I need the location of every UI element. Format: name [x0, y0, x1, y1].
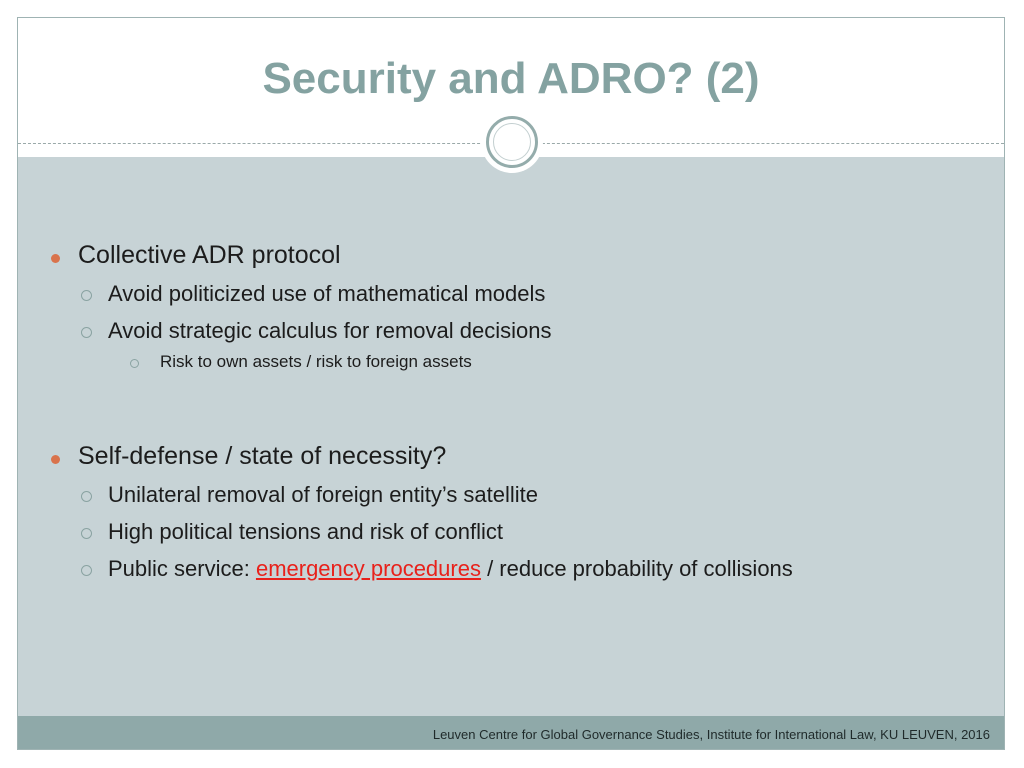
item-prefix: Public service:	[108, 556, 256, 581]
hollow-bullet-icon	[81, 491, 92, 502]
hollow-bullet-icon	[81, 327, 92, 338]
list-subitem: Risk to own assets / risk to foreign assets	[160, 352, 472, 371]
list-item: Unilateral removal of foreign entity’s satellite	[108, 482, 539, 507]
content-area	[18, 157, 1004, 716]
list-item: Avoid politicized use of mathematical models	[108, 281, 546, 306]
slide-title: Security and ADRO? (2)	[262, 54, 760, 103]
section-heading-1: Collective ADR protocol	[78, 241, 341, 269]
section-heading-2: Self-defense / state of necessity?	[78, 442, 447, 470]
bullet-dot-icon	[51, 455, 60, 464]
slide	[17, 17, 1005, 750]
hollow-bullet-icon	[81, 528, 92, 539]
item-suffix: / reduce probability of collisions	[480, 556, 793, 581]
bullet-dot-icon	[51, 254, 60, 263]
list-item: High political tensions and risk of conflict	[108, 519, 503, 544]
bullet-list	[18, 157, 1004, 716]
hollow-bullet-icon	[81, 565, 92, 576]
inner-circle-icon	[493, 123, 531, 161]
list-item: Avoid strategic calculus for removal decisions	[108, 318, 552, 343]
emergency-procedures-link[interactable]: emergency procedures	[255, 556, 481, 581]
footer-bar	[18, 716, 1004, 750]
hollow-bullet-icon	[81, 290, 92, 301]
footer-text: Leuven Centre for Global Governance Studies, Institute for International Law, KU LEUVEN, 2016	[432, 727, 990, 742]
hollow-bullet-icon	[130, 359, 139, 368]
list-item	[108, 556, 793, 582]
